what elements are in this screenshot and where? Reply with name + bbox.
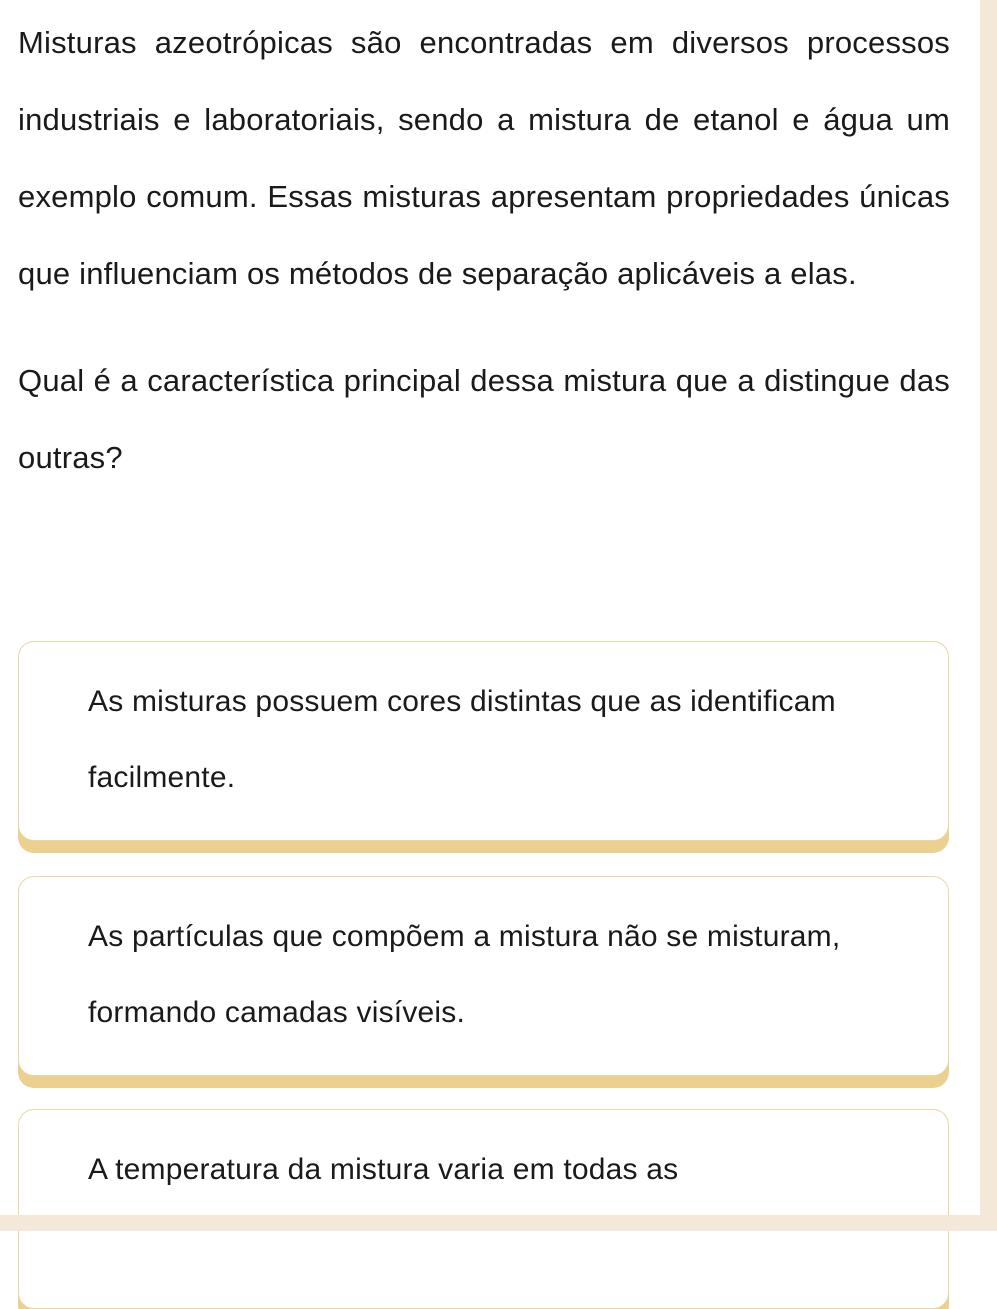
answer-option[interactable]: [18, 641, 949, 841]
question-text: Qual é a característica principal dessa mistura que a distingue das outras?: [18, 363, 950, 475]
answer-option-text: As misturas possuem cores distintas que as identificam facilmente.: [88, 685, 836, 794]
answer-option[interactable]: [18, 1109, 949, 1309]
answer-option-text: A temperatura da mistura varia em todas as: [88, 1153, 679, 1186]
passage-text: Misturas azeotrópicas são encontradas em diversos processos industriais e laboratoriais, sendo a mistura de etanol e água um exemplo comum. Essas misturas apresentam propriedades únicas que influenciam os métodos de separação aplicáveis a elas.: [18, 25, 950, 291]
right-frame-strip: [980, 0, 997, 1231]
question-content: [18, 0, 950, 496]
bottom-frame-strip: [0, 1215, 997, 1231]
answer-option[interactable]: [18, 876, 949, 1076]
answer-option-text: As partículas que compõem a mistura não se misturam, formando camadas visíveis.: [88, 920, 841, 1029]
